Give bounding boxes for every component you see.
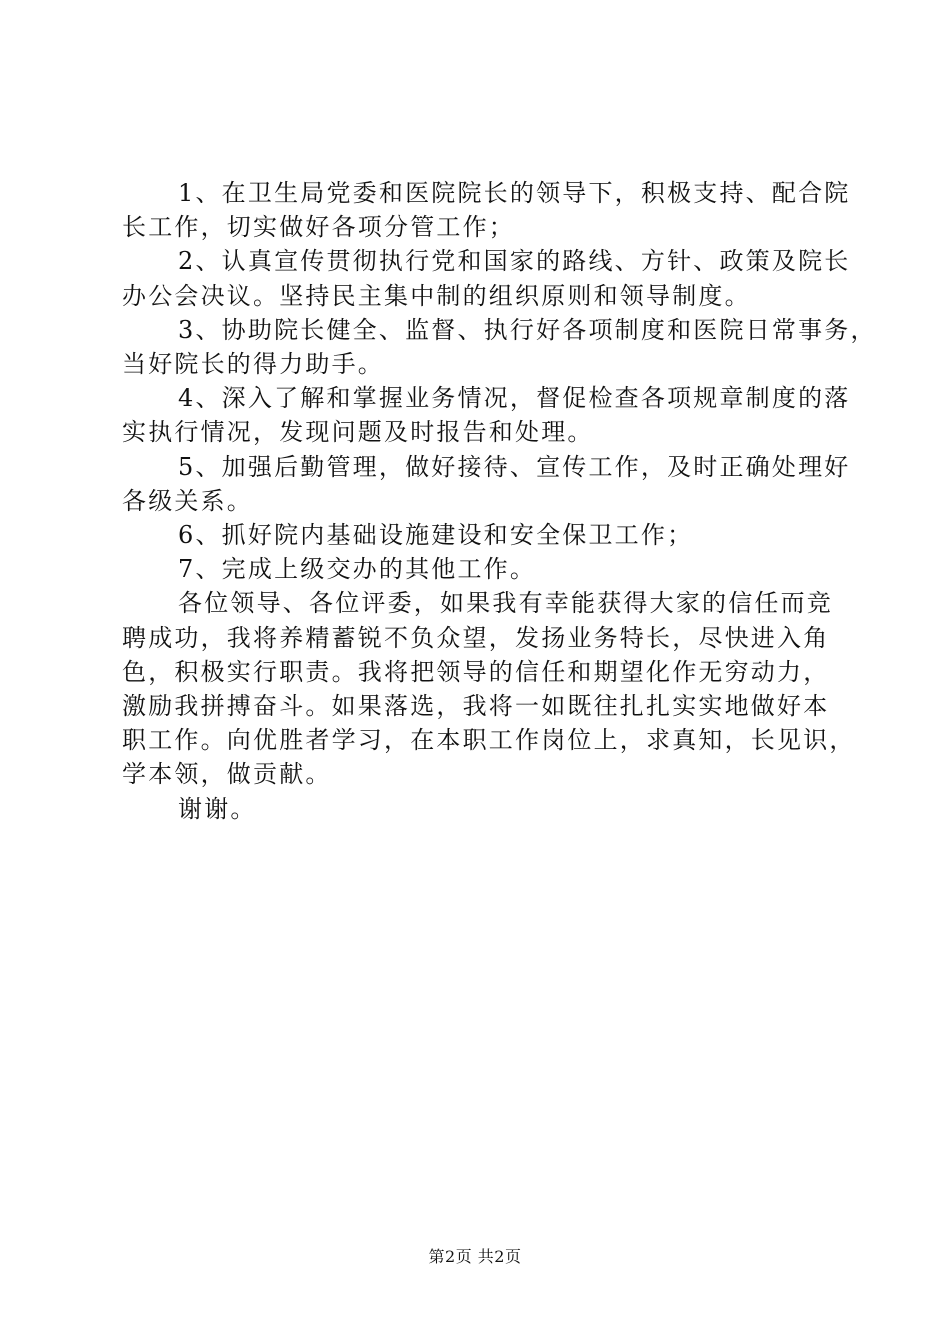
text-line: 实执行情况，发现问题及时报告和处理。: [122, 418, 594, 447]
text-line: 激励我拼搏奋斗。如果落选，我将一如既往扎扎实实地做好本: [122, 692, 830, 721]
text-line: 办公会决议。坚持民主集中制的组织原则和领导制度。: [122, 281, 751, 310]
text-line: 当好院长的得力助手。: [122, 350, 384, 379]
document-body: [122, 176, 877, 826]
text-line: 7、完成上级交办的其他工作。: [178, 555, 537, 584]
text-line: 色，积极实行职责。我将把领导的信任和期望化作无穷动力，: [122, 657, 830, 686]
text-line: 各级关系。: [122, 486, 253, 515]
text-line: 5、加强后勤管理，做好接待、宣传工作，及时正确处理好: [178, 452, 851, 481]
text-line: 学本领，做贡献。: [122, 760, 332, 789]
text-line: 3、协助院长健全、监督、执行好各项制度和医院日常事务，: [178, 315, 877, 344]
text-line: 1、在卫生局党委和医院院长的领导下，积极支持、配合院: [178, 179, 851, 207]
text-line: 6、抓好院内基础设施建设和安全保卫工作；: [178, 521, 694, 550]
text-line: 4、深入了解和掌握业务情况，督促检查各项规章制度的落: [178, 384, 851, 413]
text-line: 2、认真宣传贯彻执行党和国家的路线、方针、政策及院长: [178, 247, 851, 276]
text-line: 职工作。向优胜者学习，在本职工作岗位上，求真知，长见识，: [122, 726, 856, 755]
text-line: 各位领导、各位评委，如果我有幸能获得大家的信任而竞: [178, 589, 833, 618]
text-line: 长工作，切实做好各项分管工作；: [122, 213, 515, 242]
page-footer: [0, 1244, 950, 1267]
page-number: 第2页 共2页: [428, 1247, 522, 1266]
text-line: 谢谢。: [178, 794, 257, 823]
text-line: 聘成功，我将养精蓄锐不负众望，发扬业务特长，尽快进入角: [122, 623, 830, 652]
